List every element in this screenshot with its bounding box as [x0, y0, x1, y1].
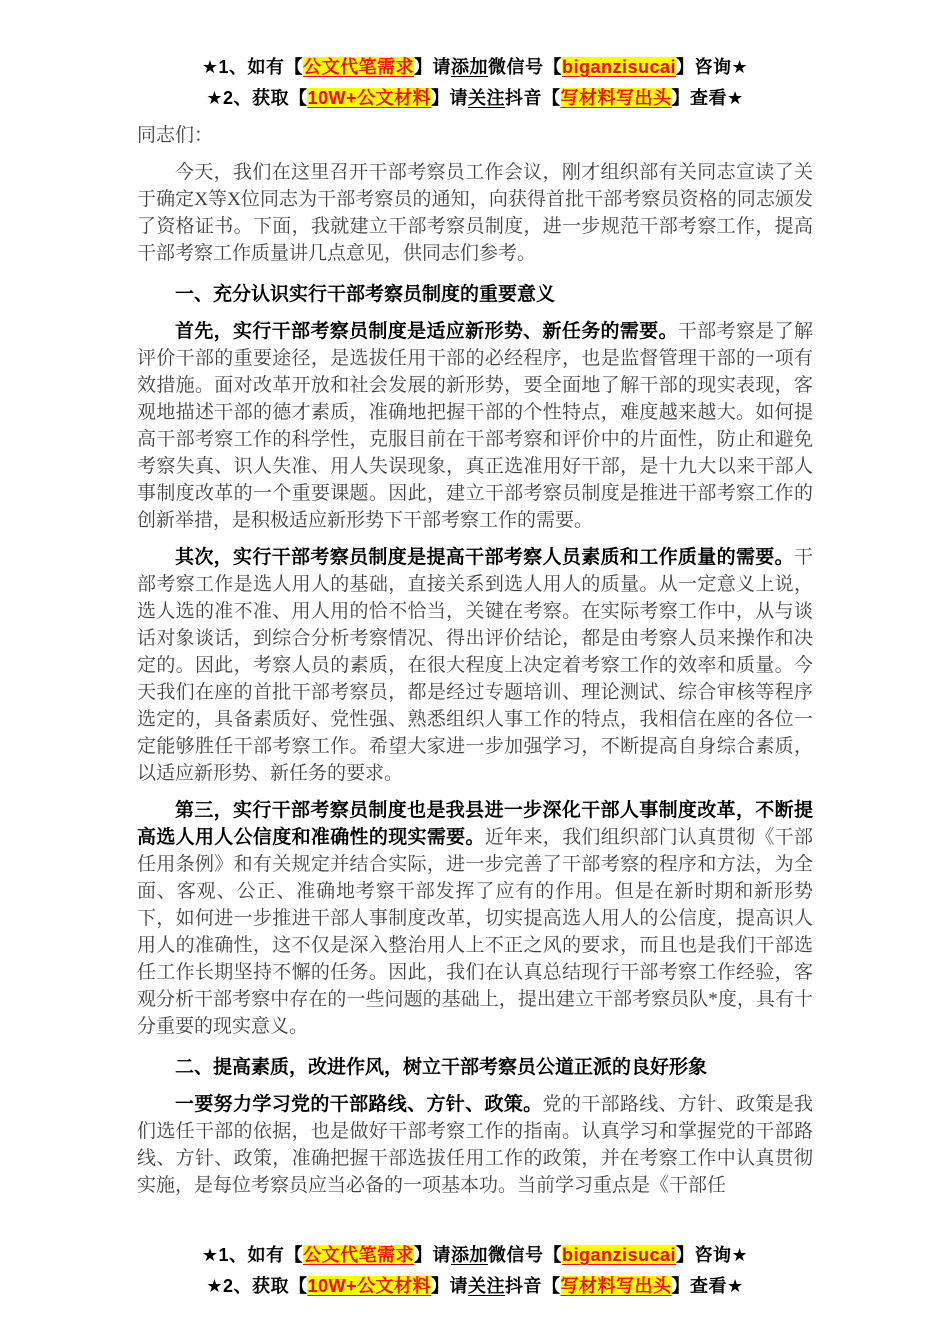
promo-text: 】请 — [413, 57, 451, 77]
section-heading-2: 二、提高素质，改进作风，树立干部考察员公道正派的良好形象 — [175, 1057, 708, 1078]
promo-text: ★2、获取【 — [206, 1276, 308, 1296]
salutation: 同志们： — [137, 125, 214, 146]
footer-promo-line-2 — [137, 1271, 813, 1302]
promo-text: 抖音【 — [505, 88, 561, 108]
promo-text: 微信号【 — [487, 1245, 562, 1265]
paragraph-lead: 第三，实行干部考察员制度也是我县进一步深化干部人事制度改革，不断提高选人用人公信度和准确性的现实需要。 — [137, 800, 813, 848]
paragraph-lead: 一要努力学习党的干部路线、方针、政策。 — [175, 1094, 543, 1115]
promo-underlined-word: 添加 — [450, 57, 488, 77]
footer-promo-line-1 — [137, 1240, 813, 1271]
promo-text: 】查看★ — [671, 1276, 744, 1296]
document-body — [137, 114, 813, 1199]
promo-highlight: 公文代笔需求 — [302, 1245, 414, 1265]
promo-text: 】咨询★ — [676, 57, 749, 77]
promo-highlight: 公文代笔需求 — [302, 57, 414, 77]
promo-text: 抖音【 — [505, 1276, 561, 1296]
paragraph-study-policy — [137, 1091, 813, 1199]
promo-highlight: 10W+公文材料 — [307, 88, 432, 108]
promo-text: 微信号【 — [487, 57, 562, 77]
paragraph-text: 近年来，我们组织部门认真贯彻《干部任用条例》和有关规定并结合实际，进一步完善了干部考察的程序和方法，为全面、客观、公正、准确地考察干部发挥了应有的作用。但是在新时期和新形势下，如何进一步推进干部人事制度改革，切实提高选人用人的公信度，提高识人用人的准确性，这不仅是深入整治用人上不正之风的要求，而且也是我们干部选任工作长期坚持不懈的任务。因此，我们在认真总结现行干部考察工作经验，客观分析干部考察中存在的一些问题的基础上，提出建立干部考察员队*度，具有十分重要的现实意义。 — [137, 827, 813, 1037]
promo-text: ★1、如有【 — [201, 57, 303, 77]
paragraph-text: 干部考察工作是选人用人的基础，直接关系到选人用人的质量。从一定意义上说，选人选的准不准、用人用的恰不恰当，关键在考察。在实际考察工作中，从与谈话对象谈话，到综合分析考察情况、得出评价结论，都是由考察人员来操作和决定的。因此，考察人员的素质，在很大程度上决定着考察工作的效率和质量。今天我们在座的首批干部考察员，都是经过专题培训、理论测试、综合审核等程序选定的，具备素质好、党性强、熟悉组织人事工作的特点，我相信在座的各位一定能够胜任干部考察工作。希望大家进一步加强学习，不断提高自身综合素质，以适应新形势、新任务的要求。 — [137, 547, 813, 784]
section-heading-1: 一、充分认识实行干部考察员制度的重要意义 — [175, 284, 556, 305]
footer-promo — [137, 1226, 813, 1302]
promo-highlight-wechat-id: biganzisucai — [561, 57, 677, 77]
promo-underlined-word: 关注 — [468, 1276, 506, 1296]
promo-underlined-word: 添加 — [450, 1245, 488, 1265]
promo-underlined-word: 关注 — [468, 88, 506, 108]
promo-text: 】请 — [431, 88, 469, 108]
paragraph-first-point — [137, 318, 813, 534]
promo-highlight-douyin-id: 写材料写出头 — [560, 1276, 672, 1296]
header-promo-line-1 — [137, 52, 813, 83]
promo-text: ★1、如有【 — [201, 1245, 303, 1265]
paragraph-lead: 其次，实行干部考察员制度是提高干部考察人员素质和工作质量的需要。 — [175, 547, 794, 568]
promo-highlight-wechat-id: biganzisucai — [561, 1245, 677, 1265]
paragraph-intro: 今天，我们在这里召开干部考察员工作会议，刚才组织部有关同志宣读了关于确定X等X位同志为干部考察员的通知，向获得首批干部考察员资格的同志颁发了资格证书。下面，我就建立干部考察员制度，进一步规范干部考察工作，提高干部考察工作质量讲几点意见，供同志们参考。 — [137, 162, 813, 264]
paragraph-lead: 首先，实行干部考察员制度是适应新形势、新任务的需要。 — [175, 321, 678, 342]
promo-text: ★2、获取【 — [206, 88, 308, 108]
promo-highlight: 10W+公文材料 — [307, 1276, 432, 1296]
paragraph-text: 干部考察是了解评价干部的重要途径，是选拔任用干部的必经程序，也是监督管理干部的一项有效措施。面对改革开放和社会发展的新形势，要全面地了解干部的现实表现，客观地描述干部的德才素质，准确地把握干部的个性特点，难度越来越大。如何提高干部考察工作的科学性，克服目前在干部考察和评价中的片面性，防止和避免考察失真、识人失准、用人失误现象，真正选准用好干部，是十九大以来干部人事制度改革的一个重要课题。因此，建立干部考察员制度是推进干部考察工作的创新举措，是积极适应新形势下干部考察工作的需要。 — [137, 321, 813, 531]
header-promo-line-2 — [137, 83, 813, 114]
promo-text: 】请 — [431, 1276, 469, 1296]
promo-text: 】请 — [413, 1245, 451, 1265]
paragraph-text: 党的干部路线、方针、政策是我们选任干部的依据，也是做好干部考察工作的指南。认真学习和掌握党的干部路线、方针、政策，准确把握干部选拔任用工作的政策，并在考察工作中认真贯彻实施，是每位考察员应当必备的一项基本功。当前学习重点是《干部任 — [137, 1094, 813, 1196]
header-promo — [137, 52, 813, 114]
promo-text: 】咨询★ — [676, 1245, 749, 1265]
promo-highlight-douyin-id: 写材料写出头 — [560, 88, 672, 108]
promo-text: 】查看★ — [671, 88, 744, 108]
paragraph-second-point — [137, 544, 813, 787]
paragraph-third-point — [137, 797, 813, 1040]
